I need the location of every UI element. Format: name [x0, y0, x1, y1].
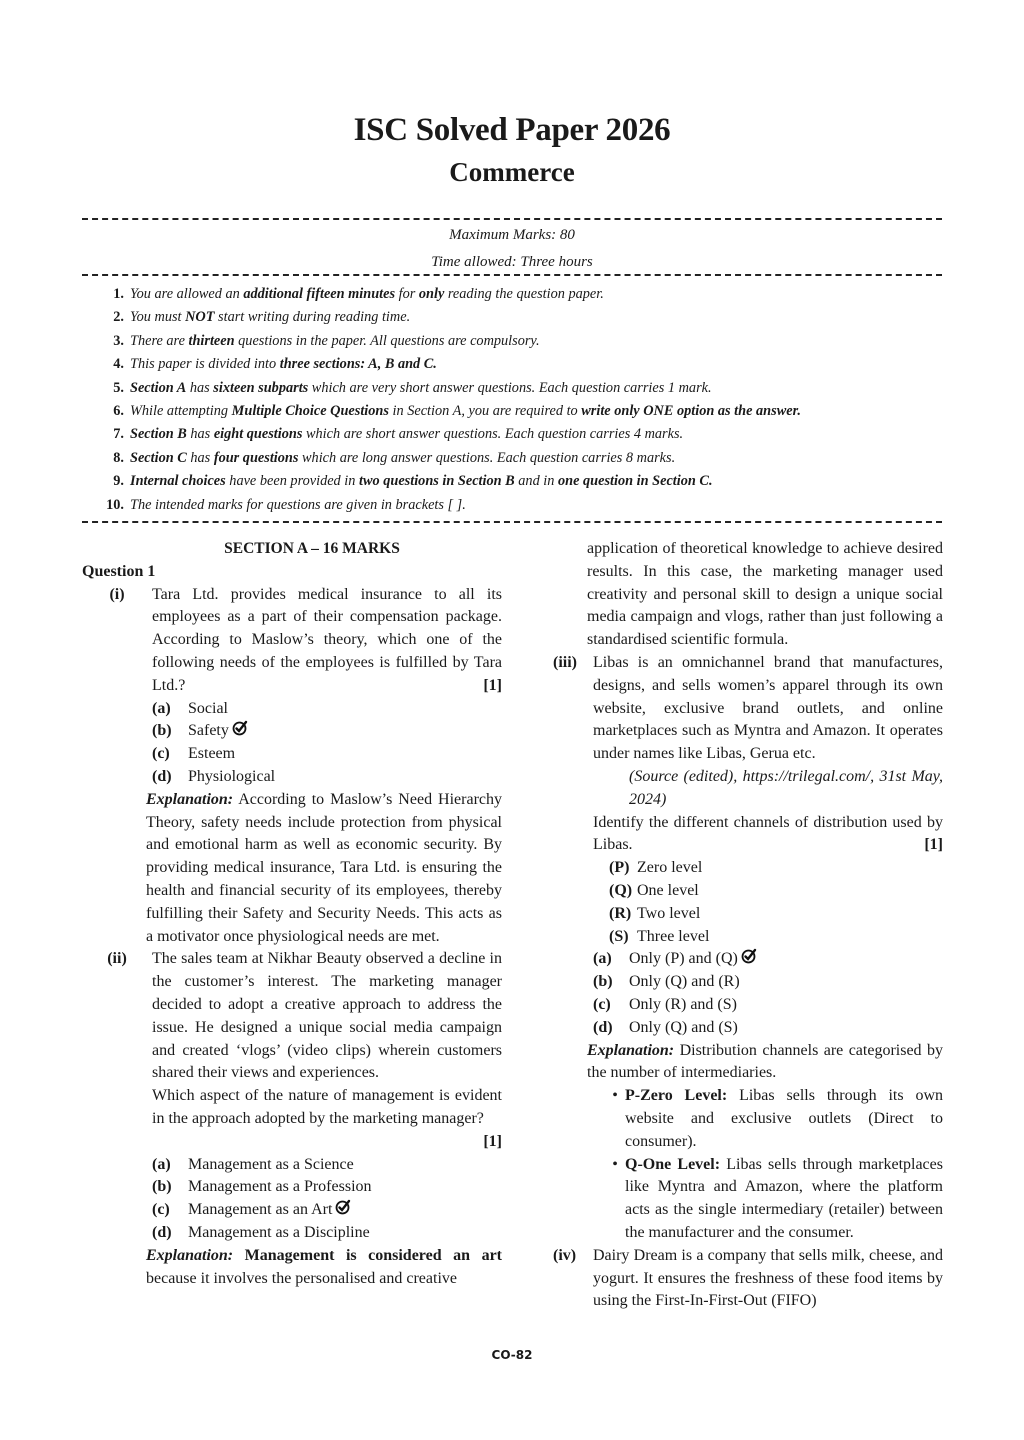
correct-check-icon [335, 1199, 351, 1215]
option-text: Only (R) and (S) [629, 995, 737, 1013]
option-label: (d) [152, 1223, 172, 1241]
question-text: Tara Ltd. provides medical insurance to all its employees as a part of their compensation package. According to Maslow’s theory, which one of the following needs of the employees is fulfilled by Tara Ltd.? [152, 585, 502, 694]
max-marks: Maximum Marks: 80 [449, 227, 575, 243]
option-label: (R) [609, 904, 632, 922]
option-label: (d) [152, 767, 172, 785]
question-text: Libas is an omnichannel brand that manufactures, designs, and sells women’s apparel through its own website, exclusive brand outlets, and online marketplaces such as Myntra and Amazon. It operates under names like Libas, Gerua etc. [593, 653, 943, 763]
instruction-item [88, 378, 948, 401]
question-text: The sales team at Nikhar Beauty observed a decline in the customer’s interest. The marketing manager decided to adopt a creative approach to address the issue. He designed a unique social media campaign and created ‘vlogs’ (video clips) wherein customers shared their views and experiences. [152, 950, 502, 1082]
instruction-number: 1. [113, 286, 124, 302]
option-text: Management as an Art [188, 1201, 333, 1219]
question-prompt: Which aspect of the nature of management is evident in the approach adopted by the marketing manager? [152, 1087, 502, 1127]
instruction-item [88, 354, 948, 377]
option-item [609, 903, 943, 926]
paper-title: ISC Solved Paper 2026 [353, 112, 671, 148]
dashed-divider [82, 521, 942, 523]
option-label: (S) [609, 927, 629, 945]
instruction-text: Section B has eight questions which are short answer questions. Each question carries 4 marks. [130, 426, 684, 443]
statements-list [553, 857, 943, 948]
instructions-list [88, 284, 948, 518]
option-label: (b) [152, 1178, 172, 1196]
instruction-text: Section C has four questions which are long answer questions. Each question carries 8 marks. [130, 449, 676, 466]
option-text: Esteem [188, 745, 236, 763]
instruction-text: This paper is divided into three sections: A, B and C. [130, 356, 437, 373]
bullet-item: • P-Zero Level: Libas sells through its own website and exclusive outlets (Direct to consumer). [605, 1085, 943, 1153]
instruction-text: You must NOT start writing during reading time. [130, 309, 411, 326]
options-list [82, 698, 502, 789]
marks: [1] [483, 1132, 502, 1150]
explanation: Explanation: According to Maslow’s Need Hierarchy Theory, safety needs include protection from physical and emotional harm as well as economic security. By providing medical insurance, Tara Ltd. is ensuring the health and financial security of its employees, thereby fulfilling their Safety and Security Needs. This acts as a motivator once physiological needs are met. [146, 790, 502, 945]
question-label: (i) [109, 585, 125, 603]
instruction-item [88, 401, 948, 424]
question-heading: Question 1 [82, 562, 156, 580]
marks: [1] [483, 676, 502, 694]
instruction-text: Internal choices have been provided in two questions in Section B and in one question in Section C. [130, 473, 713, 490]
question-label: (iv) [553, 1246, 577, 1264]
instruction-text: Section A has sixteen subparts which are very short answer questions. Each question carries 1 mark. [130, 379, 712, 396]
explanation-label: Explanation: [587, 1041, 675, 1059]
dashed-divider [82, 274, 942, 276]
instruction-item [88, 448, 948, 471]
option-text: Only (P) and (Q) [629, 950, 738, 968]
option-label: (a) [152, 699, 171, 717]
instruction-text: While attempting Multiple Choice Questions in Section A, you are required to write only ONE option as the answer. [130, 402, 801, 419]
question-iv [553, 1245, 943, 1313]
option-item [152, 1222, 502, 1245]
option-text: Management as a Profession [188, 1178, 372, 1196]
instruction-number: 2. [113, 309, 124, 326]
question-label: (ii) [107, 950, 127, 968]
correct-check-icon [741, 948, 757, 964]
option-label: (c) [593, 995, 611, 1013]
option-item [152, 720, 502, 743]
instruction-item [88, 331, 948, 354]
option-text: Management as a Discipline [188, 1223, 370, 1241]
instruction-number: 9. [113, 473, 124, 490]
option-label: (b) [152, 722, 172, 740]
instruction-number: 8. [113, 449, 124, 466]
option-item [152, 743, 502, 766]
option-label: (c) [152, 1201, 170, 1219]
option-item [593, 948, 943, 971]
explanation-label: Explanation: [146, 1246, 234, 1264]
marks: [1] [924, 836, 943, 854]
instruction-number: 3. [113, 332, 124, 349]
instruction-number: 7. [113, 426, 124, 443]
option-label: (d) [593, 1018, 613, 1036]
option-text: Only (Q) and (R) [629, 973, 740, 991]
instruction-text: There are thirteen questions in the paper. All questions are compulsory. [130, 332, 540, 349]
option-text: Safety [188, 722, 229, 740]
instruction-item [88, 471, 948, 494]
option-label: (Q) [609, 881, 633, 899]
option-item [593, 994, 943, 1017]
bullet-icon: • [612, 1155, 618, 1173]
instruction-text: The intended marks for questions are given in brackets [ ]. [130, 496, 466, 513]
question-ii [82, 948, 502, 1153]
instruction-number: 4. [113, 356, 124, 373]
instruction-number: 6. [113, 402, 124, 419]
explanation: Explanation: Distribution channels are categorised by the number of intermediaries. [587, 1041, 943, 1082]
instruction-text: You are allowed an additional fifteen minutes for only reading the question paper. [130, 286, 604, 302]
question-i [82, 584, 502, 698]
explanation-bullets [553, 1085, 943, 1245]
option-item [152, 1199, 502, 1222]
time-allowed: Time allowed: Three hours [431, 254, 593, 270]
left-column [82, 538, 502, 1290]
option-text: Two level [637, 904, 701, 922]
options-list [82, 1154, 502, 1245]
explanation-label: Explanation: [146, 790, 234, 808]
option-item [609, 880, 943, 903]
instruction-item [88, 307, 948, 330]
explanation-continued: application of theoretical knowledge to achieve desired results. In this case, the marketing manager used creativity and personal skill to design a unique social media campaign and vlogs, rather than just following a standardised scientific formula. [587, 540, 943, 649]
instruction-item [88, 495, 948, 518]
question-iii [553, 652, 943, 766]
option-text: One level [637, 881, 699, 899]
option-text: Zero level [637, 859, 703, 877]
option-text: Three level [637, 927, 710, 945]
source-citation: (Source (edited), https://trilegal.com/, 31st May, 2024) [629, 767, 943, 808]
instruction-number: 10. [106, 496, 124, 513]
option-label: (b) [593, 973, 613, 991]
correct-check-icon [232, 720, 248, 736]
option-label: (a) [593, 950, 612, 968]
option-label: (a) [152, 1155, 171, 1173]
option-text: Management as a Science [188, 1155, 354, 1173]
explanation: Explanation: Management is considered an art because it involves the personalised and creative [146, 1246, 502, 1287]
option-item [593, 971, 943, 994]
option-item [152, 766, 502, 789]
section-heading: SECTION A – 16 MARKS [224, 540, 400, 557]
instruction-number: 5. [113, 379, 124, 396]
instruction-item [88, 284, 948, 307]
bullet-icon: • [612, 1087, 618, 1105]
option-item [152, 1154, 502, 1177]
option-text: Social [188, 699, 228, 717]
option-item [593, 1017, 943, 1040]
instruction-item [88, 424, 948, 447]
options-list [553, 948, 943, 1039]
option-item [609, 926, 943, 949]
question-label: (iii) [553, 653, 577, 671]
option-label: (P) [609, 859, 630, 877]
right-column [553, 538, 943, 1313]
page-number: CO-82 [491, 1348, 533, 1362]
option-text: Only (Q) and (S) [629, 1018, 738, 1036]
option-item [152, 1176, 502, 1199]
option-label: (c) [152, 745, 170, 763]
option-text: Physiological [188, 767, 276, 785]
bullet-item: • Q-One Level: Libas sells through marketplaces like Myntra and Amazon, where the platform acts as the single intermediary (retailer) between the manufacturer and the consumer. [605, 1154, 943, 1245]
paper-subject: Commerce [449, 157, 575, 187]
dashed-divider [82, 218, 942, 220]
question-text: Dairy Dream is a company that sells milk, cheese, and yogurt. It ensures the freshness of these food items by using the First-In-First-Out (FIFO) [593, 1246, 943, 1310]
question-prompt: Identify the different channels of distribution used by Libas. [593, 813, 943, 854]
option-item [609, 857, 943, 880]
option-item [152, 698, 502, 721]
